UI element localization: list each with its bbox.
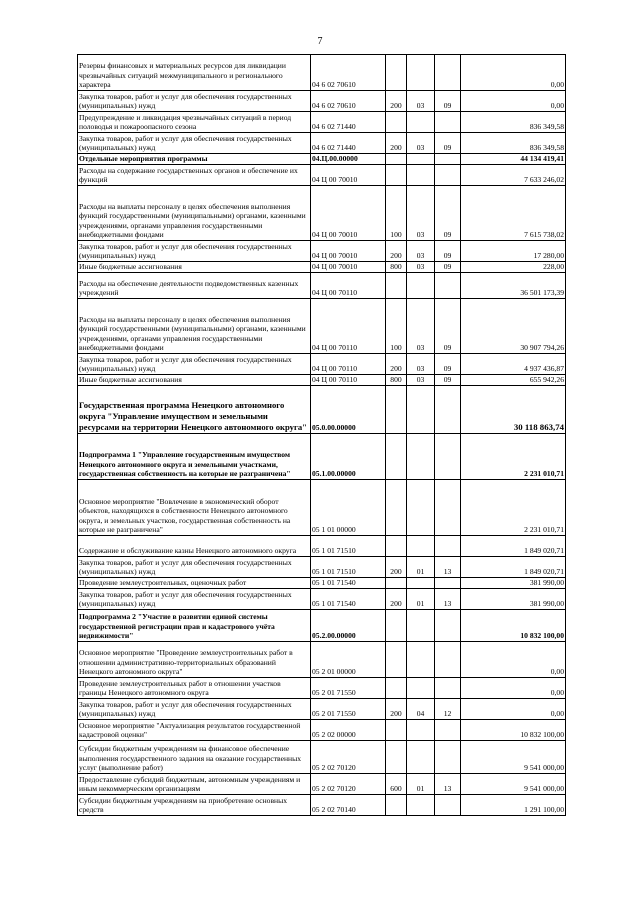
row-section-cell <box>407 55 435 91</box>
row-expense-type-cell: 200 <box>386 241 407 262</box>
row-subsection-cell <box>435 386 461 434</box>
row-amount-cell: 0,00 <box>461 699 566 720</box>
row-expense-type-cell <box>386 642 407 678</box>
row-amount-cell: 381 990,00 <box>461 578 566 589</box>
row-name-cell: Субсидии бюджетным учреждениям на приобретение основных средств <box>78 795 311 816</box>
row-section-cell: 01 <box>407 589 435 610</box>
row-csr-code-cell: 05 1 01 71540 <box>311 589 386 610</box>
row-expense-type-cell <box>386 386 407 434</box>
row-expense-type-cell: 100 <box>386 299 407 354</box>
row-csr-code-cell: 05 2 01 00000 <box>311 642 386 678</box>
row-subsection-cell: 09 <box>435 375 461 386</box>
row-csr-code-cell: 05 2 01 71550 <box>311 699 386 720</box>
row-name-cell: Проведение землеустроительных работ в отношении участков границы Ненецкого автономного округа <box>78 678 311 699</box>
row-subsection-cell: 13 <box>435 774 461 795</box>
row-amount-cell: 9 541 000,00 <box>461 741 566 774</box>
row-section-cell <box>407 678 435 699</box>
row-csr-code-cell: 04 6 02 71440 <box>311 112 386 133</box>
row-section-cell <box>407 795 435 816</box>
row-amount-cell: 1 849 020,71 <box>461 557 566 578</box>
row-expense-type-cell <box>386 678 407 699</box>
row-amount-cell: 30 118 863,74 <box>461 386 566 434</box>
row-amount-cell: 10 832 100,00 <box>461 720 566 741</box>
row-section-cell: 03 <box>407 299 435 354</box>
row-name-cell: Закупка товаров, работ и услуг для обеспечения государственных (муниципальных) нужд <box>78 91 311 112</box>
row-name-cell: Содержание и обслуживание казны Ненецкого автономного округа <box>78 536 311 557</box>
table-row <box>78 536 566 557</box>
row-expense-type-cell <box>386 741 407 774</box>
row-section-cell: 03 <box>407 354 435 375</box>
row-section-cell <box>407 386 435 434</box>
row-amount-cell: 381 990,00 <box>461 589 566 610</box>
row-subsection-cell: 09 <box>435 262 461 273</box>
table-row <box>78 678 566 699</box>
row-section-cell <box>407 642 435 678</box>
row-amount-cell: 7 633 246,02 <box>461 165 566 186</box>
table-row <box>78 589 566 610</box>
row-name-cell: Расходы на обеспечение деятельности подведомственных казенных учреждений <box>78 273 311 299</box>
table-row <box>78 386 566 434</box>
row-expense-type-cell: 200 <box>386 133 407 154</box>
row-section-cell <box>407 165 435 186</box>
row-subsection-cell <box>435 610 461 642</box>
row-name-cell: Подпрограмма 1 "Управление государственным имуществом Ненецкого автономного округа и земельными участками, государственная собственность на которые не разграничена" <box>78 434 311 480</box>
row-expense-type-cell <box>386 55 407 91</box>
row-expense-type-cell: 800 <box>386 375 407 386</box>
row-csr-code-cell: 04 Ц 00 70010 <box>311 262 386 273</box>
row-name-cell: Иные бюджетные ассигнования <box>78 262 311 273</box>
row-expense-type-cell <box>386 273 407 299</box>
row-csr-code-cell: 04 Ц 00 70010 <box>311 186 386 241</box>
table-row <box>78 55 566 91</box>
row-subsection-cell: 09 <box>435 299 461 354</box>
row-csr-code-cell: 05.0.00.00000 <box>311 386 386 434</box>
row-section-cell: 03 <box>407 241 435 262</box>
table-row <box>78 112 566 133</box>
table-row <box>78 299 566 354</box>
row-expense-type-cell <box>386 480 407 536</box>
row-csr-code-cell: 05.2.00.00000 <box>311 610 386 642</box>
row-csr-code-cell: 04 Ц 00 70010 <box>311 165 386 186</box>
row-subsection-cell: 12 <box>435 699 461 720</box>
row-name-cell: Подпрограмма 2 "Участие в развитии единой системы государственной регистрации прав и кадастрового учёта недвижимости" <box>78 610 311 642</box>
row-amount-cell: 0,00 <box>461 91 566 112</box>
row-section-cell: 03 <box>407 186 435 241</box>
row-csr-code-cell: 04 6 02 70610 <box>311 91 386 112</box>
row-expense-type-cell: 800 <box>386 262 407 273</box>
row-section-cell: 01 <box>407 557 435 578</box>
row-subsection-cell <box>435 273 461 299</box>
row-csr-code-cell: 05 2 01 71550 <box>311 678 386 699</box>
table-row <box>78 273 566 299</box>
row-name-cell: Закупка товаров, работ и услуг для обеспечения государственных (муниципальных) нужд <box>78 589 311 610</box>
row-subsection-cell <box>435 795 461 816</box>
row-name-cell: Иные бюджетные ассигнования <box>78 375 311 386</box>
row-csr-code-cell: 05 2 02 70120 <box>311 774 386 795</box>
row-section-cell <box>407 741 435 774</box>
budget-table-body <box>78 55 566 816</box>
row-section-cell <box>407 154 435 165</box>
row-expense-type-cell: 200 <box>386 354 407 375</box>
row-csr-code-cell: 05 1 01 71540 <box>311 578 386 589</box>
row-name-cell: Расходы на выплаты персоналу в целях обеспечения выполнения функций государственными (муниципальными) органами, казенными учреждениями, органами управления государственными внебюджетными фондами <box>78 299 311 354</box>
row-section-cell <box>407 610 435 642</box>
row-expense-type-cell: 200 <box>386 589 407 610</box>
row-subsection-cell: 09 <box>435 241 461 262</box>
row-name-cell: Основное мероприятие "Актуализация результатов государственной кадастровой оценки" <box>78 720 311 741</box>
row-amount-cell: 17 280,00 <box>461 241 566 262</box>
row-amount-cell: 10 832 100,00 <box>461 610 566 642</box>
table-row <box>78 165 566 186</box>
row-subsection-cell <box>435 536 461 557</box>
budget-table <box>77 54 566 816</box>
table-row <box>78 642 566 678</box>
row-section-cell: 03 <box>407 375 435 386</box>
row-subsection-cell <box>435 720 461 741</box>
row-amount-cell: 1 849 020,71 <box>461 536 566 557</box>
table-row <box>78 434 566 480</box>
table-row <box>78 375 566 386</box>
row-name-cell: Основное мероприятие "Вовлечение в экономический оборот объектов, находящихся в собственности Ненецкого автономного округа, и земельных участков, государственная собственность на которые не разграничена" <box>78 480 311 536</box>
row-expense-type-cell <box>386 578 407 589</box>
row-amount-cell: 836 349,58 <box>461 133 566 154</box>
row-amount-cell: 36 501 173,39 <box>461 273 566 299</box>
table-row <box>78 186 566 241</box>
table-row <box>78 699 566 720</box>
page-number: 7 <box>317 36 323 47</box>
row-expense-type-cell: 200 <box>386 91 407 112</box>
row-name-cell: Проведение землеустроительных, оценочных работ <box>78 578 311 589</box>
row-name-cell: Предоставление субсидий бюджетным, автономным учреждениям и иным некоммерческим организациям <box>78 774 311 795</box>
row-section-cell: 01 <box>407 774 435 795</box>
row-amount-cell: 9 541 000,00 <box>461 774 566 795</box>
table-row <box>78 774 566 795</box>
row-subsection-cell <box>435 480 461 536</box>
row-expense-type-cell <box>386 434 407 480</box>
row-expense-type-cell <box>386 112 407 133</box>
row-csr-code-cell: 04 Ц 00 70110 <box>311 273 386 299</box>
row-amount-cell: 2 231 010,71 <box>461 434 566 480</box>
row-csr-code-cell: 04 Ц 00 70010 <box>311 241 386 262</box>
table-row <box>78 741 566 774</box>
row-name-cell: Предупреждение и ликвидация чрезвычайных ситуаций в период половодья и пожароопасного сезона <box>78 112 311 133</box>
row-subsection-cell: 09 <box>435 91 461 112</box>
table-row <box>78 133 566 154</box>
row-expense-type-cell <box>386 610 407 642</box>
row-section-cell <box>407 578 435 589</box>
row-section-cell: 03 <box>407 133 435 154</box>
row-amount-cell: 228,00 <box>461 262 566 273</box>
row-expense-type-cell <box>386 795 407 816</box>
row-expense-type-cell <box>386 165 407 186</box>
row-name-cell: Резервы финансовых и материальных ресурсов для ликвидации чрезвычайных ситуаций межмуниципального и регионального характера <box>78 55 311 91</box>
row-expense-type-cell: 600 <box>386 774 407 795</box>
row-csr-code-cell: 05 2 02 70140 <box>311 795 386 816</box>
table-row <box>78 795 566 816</box>
row-amount-cell: 0,00 <box>461 678 566 699</box>
row-expense-type-cell <box>386 720 407 741</box>
row-section-cell: 03 <box>407 91 435 112</box>
row-name-cell: Основное мероприятие "Проведение землеустроительных работ в отношении административно-территориальных образований Ненецкого автономного округа" <box>78 642 311 678</box>
row-expense-type-cell: 200 <box>386 699 407 720</box>
row-name-cell: Расходы на выплаты персоналу в целях обеспечения выполнения функций государственными (муниципальными) органами, казенными учреждениями, органами управления государственными внебюджетными фондами <box>78 186 311 241</box>
row-name-cell: Субсидии бюджетным учреждениям на финансовое обеспечение выполнения государственного задания на оказание государственных услуг (выполнение работ) <box>78 741 311 774</box>
row-section-cell <box>407 536 435 557</box>
row-amount-cell: 44 134 419,41 <box>461 154 566 165</box>
row-subsection-cell <box>435 741 461 774</box>
row-subsection-cell <box>435 434 461 480</box>
row-csr-code-cell: 04 Ц 00 70110 <box>311 299 386 354</box>
row-csr-code-cell: 05 1 01 00000 <box>311 480 386 536</box>
row-subsection-cell: 13 <box>435 589 461 610</box>
row-subsection-cell <box>435 642 461 678</box>
row-section-cell: 04 <box>407 699 435 720</box>
row-name-cell: Расходы на содержание государственных органов и обеспечение их функций <box>78 165 311 186</box>
row-subsection-cell <box>435 112 461 133</box>
row-expense-type-cell <box>386 536 407 557</box>
row-subsection-cell: 09 <box>435 186 461 241</box>
row-name-cell: Закупка товаров, работ и услуг для обеспечения государственных (муниципальных) нужд <box>78 133 311 154</box>
row-csr-code-cell: 04.Ц.00.00000 <box>311 154 386 165</box>
row-csr-code-cell: 05 2 02 70120 <box>311 741 386 774</box>
row-section-cell <box>407 434 435 480</box>
row-name-cell: Государственная программа Ненецкого автономного округа "Управление имуществом и земельными ресурсами на территории Ненецкого автономного округа" <box>78 386 311 434</box>
row-csr-code-cell: 04 6 02 70610 <box>311 55 386 91</box>
row-csr-code-cell: 05.1.00.00000 <box>311 434 386 480</box>
row-amount-cell: 655 942,26 <box>461 375 566 386</box>
row-name-cell: Закупка товаров, работ и услуг для обеспечения государственных (муниципальных) нужд <box>78 241 311 262</box>
row-csr-code-cell: 05 1 01 71510 <box>311 557 386 578</box>
row-expense-type-cell: 200 <box>386 557 407 578</box>
table-row <box>78 610 566 642</box>
row-amount-cell: 7 615 738,02 <box>461 186 566 241</box>
row-subsection-cell <box>435 165 461 186</box>
row-name-cell: Закупка товаров, работ и услуг для обеспечения государственных (муниципальных) нужд <box>78 699 311 720</box>
table-row <box>78 578 566 589</box>
row-name-cell: Закупка товаров, работ и услуг для обеспечения государственных (муниципальных) нужд <box>78 354 311 375</box>
row-csr-code-cell: 04 Ц 00 70110 <box>311 375 386 386</box>
row-amount-cell: 836 349,58 <box>461 112 566 133</box>
row-expense-type-cell: 100 <box>386 186 407 241</box>
row-amount-cell: 2 231 010,71 <box>461 480 566 536</box>
row-amount-cell: 0,00 <box>461 642 566 678</box>
row-section-cell <box>407 273 435 299</box>
table-row <box>78 557 566 578</box>
row-csr-code-cell: 05 1 01 71510 <box>311 536 386 557</box>
row-name-cell: Отдельные мероприятия программы <box>78 154 311 165</box>
row-amount-cell: 4 937 436,87 <box>461 354 566 375</box>
row-amount-cell: 0,00 <box>461 55 566 91</box>
row-section-cell <box>407 480 435 536</box>
row-section-cell <box>407 112 435 133</box>
row-subsection-cell <box>435 154 461 165</box>
row-subsection-cell <box>435 578 461 589</box>
row-subsection-cell: 13 <box>435 557 461 578</box>
row-csr-code-cell: 04 Ц 00 70110 <box>311 354 386 375</box>
table-row <box>78 262 566 273</box>
table-row <box>78 354 566 375</box>
row-name-cell: Закупка товаров, работ и услуг для обеспечения государственных (муниципальных) нужд <box>78 557 311 578</box>
table-row <box>78 720 566 741</box>
table-row <box>78 480 566 536</box>
row-subsection-cell <box>435 55 461 91</box>
table-row <box>78 91 566 112</box>
row-subsection-cell: 09 <box>435 354 461 375</box>
row-amount-cell: 30 907 794,26 <box>461 299 566 354</box>
row-expense-type-cell <box>386 154 407 165</box>
table-row <box>78 154 566 165</box>
row-section-cell <box>407 720 435 741</box>
table-row <box>78 241 566 262</box>
row-amount-cell: 1 291 100,00 <box>461 795 566 816</box>
row-csr-code-cell: 05 2 02 00000 <box>311 720 386 741</box>
row-subsection-cell: 09 <box>435 133 461 154</box>
row-section-cell: 03 <box>407 262 435 273</box>
row-csr-code-cell: 04 6 02 71440 <box>311 133 386 154</box>
row-subsection-cell <box>435 678 461 699</box>
